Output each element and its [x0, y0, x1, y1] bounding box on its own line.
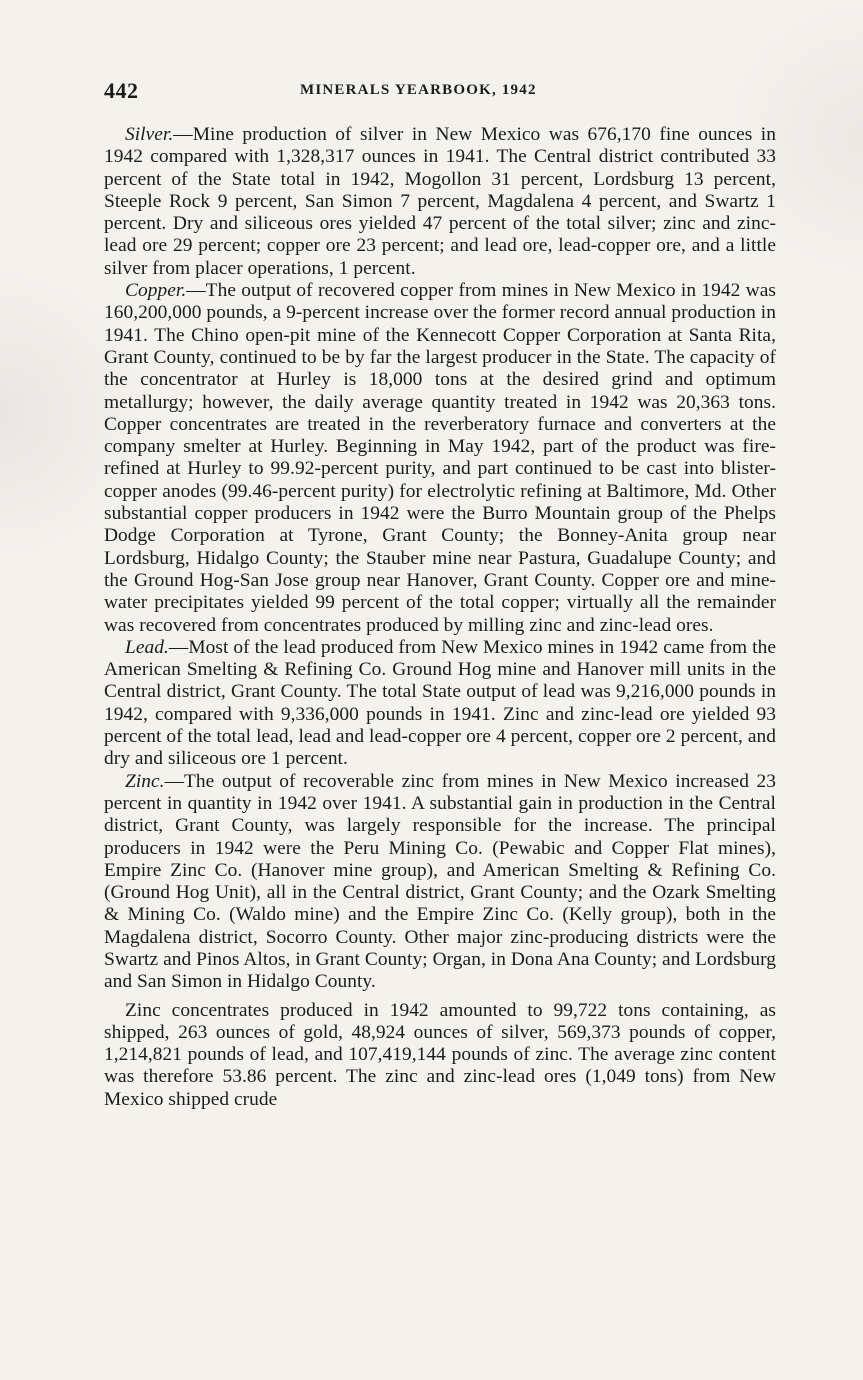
body-text: [104, 124, 776, 1111]
text-lead: —Most of the lead produced from New Mexico mines in 1942 came from the American Smelting & Refining Co. Ground Hog mine and Hanover mill units in the Central district, Grant County. The total State output of lead was 9,216,000 pounds in 1942, compared with 9,336,000 pounds in 1941. Zinc and zinc-lead ore yielded 93 percent of the total lead, lead and lead-copper ore 4 percent, copper ore 2 percent, and dry and siliceous ore 1 percent.: [104, 636, 776, 770]
text-zinc-concentrates: Zinc concentrates produced in 1942 amounted to 99,722 tons containing, as shipped, 263 ounces of gold, 48,924 ounces of silver, 569,373 pounds of copper, 1,214,821 pounds of lead, and 107,419,144 pounds of zinc. The average zinc content was therefore 53.86 percent. The zinc and zinc-lead ores (1,049 tons) from New Mexico shipped crude: [104, 999, 776, 1110]
paragraph-silver: [104, 124, 776, 280]
running-title: MINERALS YEARBOOK, 1942: [300, 82, 537, 98]
paragraph-lead: [104, 637, 776, 771]
page-number: 442: [104, 78, 139, 103]
heading-silver: Silver.: [125, 124, 174, 145]
text-zinc: —The output of recoverable zinc from mines in New Mexico increased 23 percent in quantity in 1942 over 1941. A substantial gain in production in the Central district, Grant County, was largely responsible for the increase. The principal producers in 1942 were the Peru Mining Co. (Pewabic and Copper Flat mines), Empire Zinc Co. (Hanover mine group), and American Smelting & Refining Co. (Ground Hog Unit), all in the Central district, Grant County; and the Ozark Smelting & Mining Co. (Waldo mine) and the Empire Zinc Co. (Kelly group), both in the Magdalena district, Socorro County. Other major zinc-producing districts were the Swartz and Pinos Altos, in Grant County; Organ, in Dona Ana County; and Lordsburg and San Simon in Hidalgo County.: [104, 770, 776, 993]
paragraph-zinc-concentrates: [104, 1000, 776, 1111]
text-silver: —Mine production of silver in New Mexico was 676,170 fine ounces in 1942 compared with 1,328,317 ounces in 1941. The Central district contributed 33 percent of the State total in 1942, Mogollon 31 percent, Lordsburg 13 percent, Steeple Rock 9 percent, San Simon 7 percent, Magdalena 4 percent, and Swartz 1 percent. Dry and siliceous ores yielded 47 percent of the total silver; zinc and zinc-lead ore 29 percent; copper ore 23 percent; and lead ore, lead-copper ore, and a little silver from placer operations, 1 percent.: [104, 124, 776, 279]
paragraph-copper: [104, 280, 776, 637]
heading-copper: Copper.: [125, 280, 187, 302]
running-head: [104, 78, 776, 104]
paragraph-zinc: [104, 771, 776, 994]
heading-lead: Lead.: [125, 636, 169, 658]
heading-zinc: Zinc.: [125, 770, 165, 792]
text-copper: —The output of recovered copper from mines in New Mexico in 1942 was 160,200,000 pounds, a 9-percent increase over the former record annual production in 1941. The Chino open-pit mine of the Kennecott Copper Corporation at Santa Rita, Grant County, continued to be by far the largest producer in the State. The capacity of the concentrator at Hurley is 18,000 tons at the desired grind and optimum metallurgy; however, the daily average quantity treated in 1942 was 20,363 tons. Copper concentrates are treated in the reverberatory furnace and converters at the company smelter at Hurley. Beginning in May 1942, part of the product was fire-refined at Hurley to 99.92-percent purity, and part continued to be cast into blister-copper anodes (99.46-percent purity) for electrolytic refining at Baltimore, Md. Other substantial copper producers in 1942 were the Burro Mountain group of the Phelps Dodge Corporation at Tyrone, Grant County; the Bonney-Anita group near Lordsburg, Hidalgo County; the Stauber mine near Pastura, Guadalupe County; and the Ground Hog-San Jose group near Hanover, Grant County. Copper ore and mine-water precipitates yielded 99 percent of the total copper; virtually all the remainder was recovered from concentrates produced by milling zinc and zinc-lead ores.: [104, 280, 776, 636]
